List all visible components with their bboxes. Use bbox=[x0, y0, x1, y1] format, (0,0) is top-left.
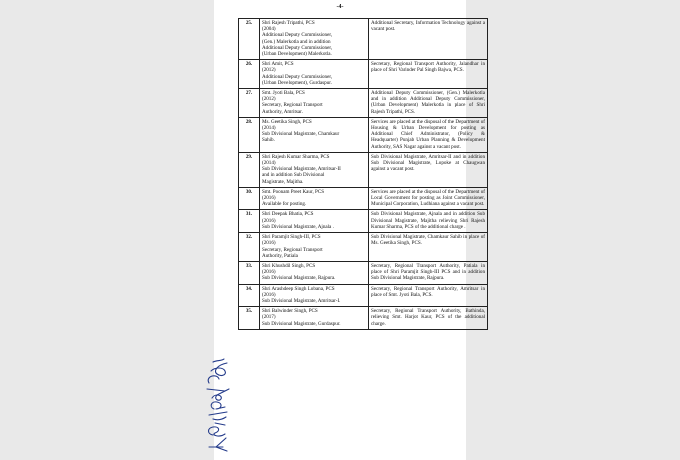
officer-current-posting bbox=[260, 152, 369, 187]
new-posting bbox=[369, 187, 488, 210]
new-posting bbox=[369, 19, 488, 60]
serial-number: 25. bbox=[239, 19, 260, 60]
officer-current-posting bbox=[260, 117, 369, 152]
officer-current-posting bbox=[260, 210, 369, 233]
serial-number: 29. bbox=[239, 152, 260, 187]
officer-detail-line: (2004) bbox=[262, 26, 276, 33]
new-posting bbox=[369, 117, 488, 152]
officer-detail-line: Sub Divisional Magistrate, Gurdaspur. bbox=[262, 320, 341, 327]
officer-detail-line: (2016) bbox=[262, 269, 276, 276]
new-posting-text: Secretary, Regional Transport Authority, Jalandhar in place of Shri Varinder Pal Singh Bajwa, PCS. bbox=[371, 61, 485, 74]
officer-detail-line: (2016) bbox=[262, 195, 276, 202]
officer-detail-line: Shri Deepak Bhatia, PCS bbox=[262, 211, 314, 218]
officer-detail-line: Sahib. bbox=[262, 137, 275, 144]
transfer-orders-table bbox=[238, 18, 488, 330]
serial-number: 35. bbox=[239, 307, 260, 330]
document-page bbox=[214, 0, 485, 460]
officer-detail-line: Sub Divisional Magistrate, Chamkaur bbox=[262, 131, 340, 138]
new-posting-text: Additional Deputy Commissioner, (Gen.) Malerkotla and in addition Additional Deputy Commissioner, (Urban Development) Malerkotla in place of Shri Rajesh Tripathi, PCS. bbox=[371, 90, 485, 115]
officer-detail-line: (2016) bbox=[262, 240, 276, 247]
new-posting bbox=[369, 261, 488, 284]
officer-detail-line: Authority, Patiala bbox=[262, 252, 298, 259]
officer-detail-line: Sub Divisional Magistrate, Amritsar-I. bbox=[262, 297, 341, 304]
officer-detail-line: Sub Divisional Magistrate, Ajnala . bbox=[262, 223, 334, 230]
new-posting-text: Services are placed at the disposal of the Department of Housing & Urban Development for posting as Additional Chief Administrator, (Policy & Headquarter) Punjab Urban Planning & Development Authority, SAS Nagar against a vacant post. bbox=[371, 118, 485, 150]
officer-detail-line: Shri Paramjit Singh-III, PCS bbox=[262, 234, 321, 241]
table-row bbox=[239, 89, 488, 118]
table-row bbox=[239, 152, 488, 187]
officer-detail-line: (2017) bbox=[262, 314, 276, 321]
officer-detail-line: (2016) bbox=[262, 291, 276, 298]
officer-detail-line: Additional Deputy Commissioner, bbox=[262, 44, 333, 51]
page-number: -4- bbox=[336, 4, 344, 10]
officer-current-posting bbox=[260, 89, 369, 118]
table-row bbox=[239, 19, 488, 60]
new-posting-text: Additional Secretary, Information Technology against a vacant post. bbox=[371, 20, 485, 33]
officer-current-posting bbox=[260, 19, 369, 60]
handwritten-signature bbox=[195, 355, 241, 453]
officer-detail-line: Secretary, Regional Transport bbox=[262, 102, 323, 109]
officer-detail-line: (Gen.) Malerkotla and in addition bbox=[262, 38, 331, 45]
officer-detail-line: Shri Rajesh Tripathi, PCS bbox=[262, 20, 315, 26]
new-posting bbox=[369, 210, 488, 233]
serial-number: 30. bbox=[239, 187, 260, 210]
officer-detail-line: Shri Amit, PCS bbox=[262, 61, 294, 68]
new-posting-text: Sub Divisional Magistrate, Chamkaur Sahib in place of Ms. Geetika Singh, PCS. bbox=[371, 234, 485, 247]
serial-number: 32. bbox=[239, 233, 260, 262]
officer-detail-line: (2012) bbox=[262, 96, 276, 103]
serial-number: 31. bbox=[239, 210, 260, 233]
officer-detail-line: Additional Deputy Commissioner, bbox=[262, 32, 333, 39]
new-posting bbox=[369, 233, 488, 262]
officer-detail-line: Available for posting. bbox=[262, 201, 307, 208]
serial-number: 26. bbox=[239, 60, 260, 89]
new-posting-text: Secretary, Regional Transport Authority, Amritsar in place of Smt. Jyoti Bala, PCS. bbox=[371, 285, 485, 298]
officer-detail-line: (2014) bbox=[262, 125, 276, 132]
signature-icon bbox=[195, 355, 241, 453]
officer-current-posting bbox=[260, 233, 369, 262]
new-posting-text: Sub Divisional Magistrate, Amritsar-II and in addition Sub Divisional Magistrate, Lopoke at Chaugwan against a vacant post. bbox=[371, 153, 485, 173]
new-posting bbox=[369, 284, 488, 307]
officer-detail-line: Shri Rajesh Kumar Sharma, PCS bbox=[262, 153, 330, 160]
new-posting bbox=[369, 307, 488, 330]
officer-current-posting bbox=[260, 284, 369, 307]
table-row bbox=[239, 60, 488, 89]
officer-detail-line: (Urban Development), Gurdaspur. bbox=[262, 79, 332, 86]
officer-detail-line: Ms. Geetika Singh, PCS bbox=[262, 118, 312, 125]
new-posting bbox=[369, 89, 488, 118]
officer-detail-line: Sub Divisional Magistrate, Amritsar-II bbox=[262, 166, 341, 173]
new-posting bbox=[369, 152, 488, 187]
table-row bbox=[239, 210, 488, 233]
officer-detail-line: Sub Divisional Magistrate, Rajpura. bbox=[262, 275, 336, 282]
officer-detail-line: (2016) bbox=[262, 217, 276, 224]
table-row bbox=[239, 187, 488, 210]
officer-detail-line: Shri Balwinder Singh, PCS bbox=[262, 308, 318, 315]
table-row bbox=[239, 261, 488, 284]
officer-detail-line: (Urban Development) Malerkotla. bbox=[262, 51, 332, 58]
serial-number: 33. bbox=[239, 261, 260, 284]
new-posting-text: Sub Divisional Magistrate, Ajnala and in addition Sub Divisional Magistrate, Majitha relieving Shri Rajesh Kumar Sharma, PCS of the additional charge . bbox=[371, 211, 485, 230]
new-posting-text: Secretary, Regional Transport Authority, Bathinda, relieving Smt. Harjot Kaur, PCS of the additional charge. bbox=[371, 308, 485, 327]
officer-current-posting bbox=[260, 261, 369, 284]
officer-detail-line: (2012) bbox=[262, 67, 276, 74]
officer-detail-line: Magistrate, Majitha. bbox=[262, 178, 304, 185]
new-posting-text: Secretary, Regional Transport Authority, Patiala in place of Shri Paramjit Singh-III PCS and in addition Sub Divisional Magistrate, Rajpura. bbox=[371, 262, 485, 282]
serial-number: 28. bbox=[239, 117, 260, 152]
table-row bbox=[239, 307, 488, 330]
new-posting-text: Services are placed at the disposal of the Department of Local Government for posting as Joint Commissioner, Municipal Corporation, Ludhiana against a vacant post. bbox=[371, 188, 485, 208]
officer-detail-line: Secretary, Regional Transport bbox=[262, 246, 323, 253]
table-row bbox=[239, 117, 488, 152]
serial-number: 27. bbox=[239, 89, 260, 118]
serial-number: 34. bbox=[239, 284, 260, 307]
table-row bbox=[239, 233, 488, 262]
officer-detail-line: Smt. Jyoti Bala, PCS bbox=[262, 90, 305, 97]
new-posting bbox=[369, 60, 488, 89]
officer-detail-line: (2014) bbox=[262, 160, 276, 167]
officer-detail-line: Shri Khushdil Singh, PCS bbox=[262, 262, 316, 269]
officer-current-posting bbox=[260, 307, 369, 330]
officer-detail-line: Smt. Poonam Preet Kaur, PCS bbox=[262, 188, 325, 195]
officer-current-posting bbox=[260, 187, 369, 210]
officer-current-posting bbox=[260, 60, 369, 89]
officer-detail-line: and in addition Sub Divisional bbox=[262, 172, 325, 179]
officer-detail-line: Authority, Amritsar. bbox=[262, 108, 303, 115]
officer-detail-line: Additional Deputy Commissioner, bbox=[262, 73, 333, 80]
officer-detail-line: Shri Arashdeep Singh Lobana, PCS bbox=[262, 285, 335, 292]
table-row bbox=[239, 284, 488, 307]
